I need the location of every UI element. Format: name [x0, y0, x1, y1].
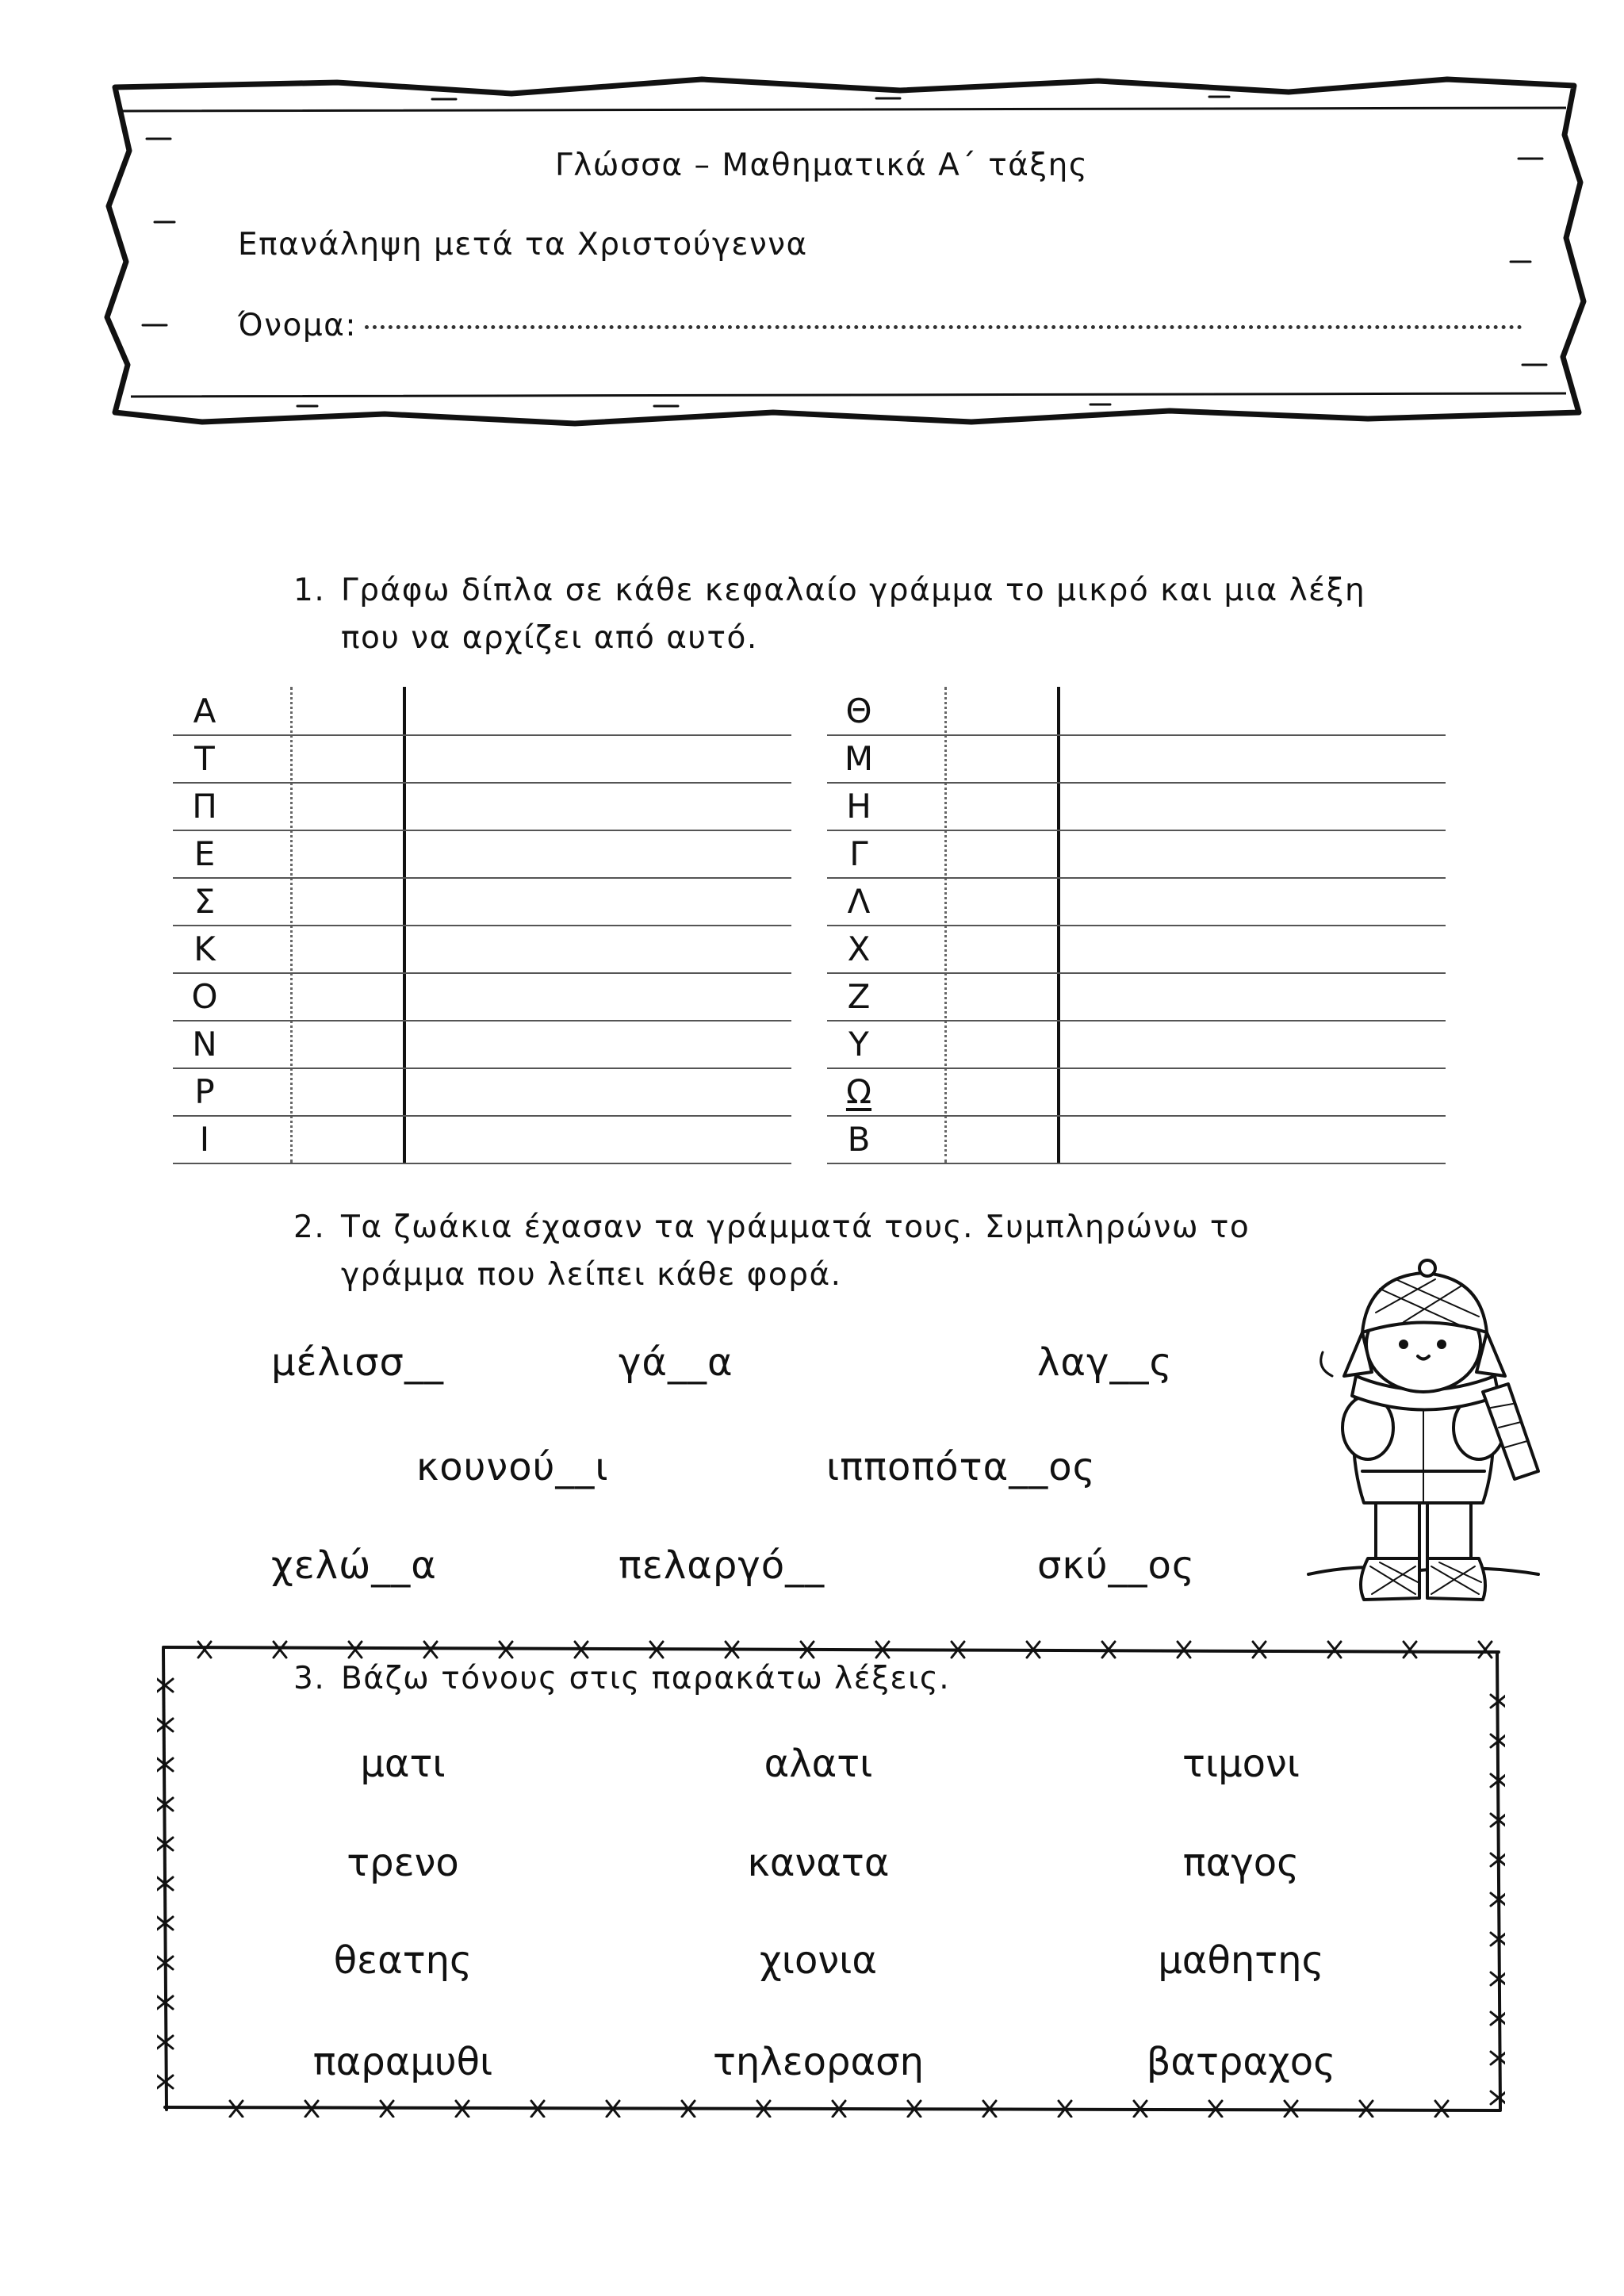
- letter-row[interactable]: [827, 734, 1446, 784]
- letters-table-right: [827, 687, 1446, 1163]
- letter-row[interactable]: [173, 734, 791, 784]
- capital-letter: Τ: [194, 739, 215, 778]
- letter-row[interactable]: [173, 830, 791, 879]
- capital-letter: Π: [192, 787, 217, 826]
- capital-letter: Ν: [192, 1025, 217, 1064]
- letter-row[interactable]: [827, 972, 1446, 1022]
- accent-word[interactable]: παραμυθι: [312, 2040, 493, 2084]
- accent-word[interactable]: κανατα: [747, 1841, 890, 1885]
- letter-row[interactable]: [173, 1068, 791, 1117]
- letter-row[interactable]: [173, 1115, 791, 1164]
- accent-word[interactable]: παγος: [1182, 1841, 1300, 1885]
- fill-word[interactable]: ιπποπότα__ος: [826, 1445, 1096, 1489]
- capital-letter: Ι: [199, 1120, 210, 1159]
- letter-row[interactable]: [173, 877, 791, 926]
- exercise-2-text-line2: γράμμα που λείπει κάθε φορά.: [341, 1257, 842, 1293]
- fill-word[interactable]: κουνού__ι: [416, 1445, 609, 1489]
- fill-word[interactable]: πελαργό__: [619, 1543, 825, 1588]
- capital-letter: Κ: [193, 930, 216, 968]
- exercise-1-text-line2: που να αρχίζει από αυτό.: [341, 620, 758, 656]
- capital-letter: Γ: [849, 834, 868, 873]
- exercise-3-text: Βάζω τόνους στις παρακάτω λέξεις.: [341, 1661, 951, 1696]
- name-label: Όνομα:: [238, 308, 357, 343]
- capital-letter: Ρ: [194, 1072, 215, 1111]
- exercise-1-instructions: [293, 567, 1388, 670]
- capital-letter: Ο: [191, 977, 218, 1016]
- exercise-2-text-line1: Τα ζωάκια έχασαν τα γράμματά τους. Συμπληρώνω το: [341, 1209, 1251, 1245]
- fill-word[interactable]: λαγ__ς: [1037, 1340, 1173, 1385]
- accent-word[interactable]: χιονια: [759, 1938, 878, 1983]
- exercise-3-number: 3.: [293, 1661, 326, 1696]
- accent-word[interactable]: τιμονι: [1182, 1742, 1300, 1786]
- capital-letter: Η: [846, 787, 871, 826]
- letter-row[interactable]: [827, 687, 1446, 736]
- capital-letter: Χ: [847, 930, 871, 968]
- exercise-3-instructions: [293, 1655, 1324, 1711]
- name-input-line[interactable]: [365, 325, 1522, 329]
- worksheet-subtitle: Επανάληψη μετά τα Χριστούγεννα: [238, 227, 808, 263]
- letter-row[interactable]: [827, 925, 1446, 974]
- fill-word[interactable]: γά__α: [619, 1340, 733, 1385]
- capital-letter: Σ: [193, 882, 216, 921]
- accent-word[interactable]: αλατι: [764, 1742, 873, 1786]
- fill-word[interactable]: χελώ__α: [271, 1543, 437, 1588]
- exercise-2-instructions: [293, 1204, 1388, 1307]
- capital-letter: Υ: [848, 1025, 869, 1064]
- capital-letter: Θ: [845, 692, 872, 730]
- capital-letter: Ε: [193, 834, 216, 873]
- capital-letter: Α: [193, 692, 216, 730]
- accent-word[interactable]: ματι: [360, 1742, 446, 1786]
- accent-word[interactable]: βατραχος: [1146, 2040, 1336, 2084]
- letter-row[interactable]: [827, 1068, 1446, 1117]
- fill-word[interactable]: μέλισσ__: [271, 1340, 444, 1385]
- exercise-1-number: 1.: [293, 573, 326, 608]
- letter-row[interactable]: [827, 877, 1446, 926]
- fill-word[interactable]: σκύ__ος: [1037, 1543, 1196, 1588]
- worksheet-title: Γλώσσα – Μαθηματικά Α΄ τάξης: [555, 148, 1089, 183]
- letter-row[interactable]: [173, 972, 791, 1022]
- accent-word[interactable]: τρενο: [347, 1841, 459, 1885]
- capital-letter: Ω: [845, 1072, 872, 1111]
- letter-row[interactable]: [173, 782, 791, 831]
- capital-letter: Μ: [844, 739, 874, 778]
- accent-word[interactable]: τηλεοραση: [713, 2040, 924, 2084]
- letter-row[interactable]: [173, 1020, 791, 1069]
- exercise-2-number: 2.: [293, 1209, 326, 1245]
- letter-row[interactable]: [827, 1020, 1446, 1069]
- letter-row[interactable]: [827, 1115, 1446, 1164]
- accent-word[interactable]: μαθητης: [1158, 1938, 1324, 1983]
- name-line: [238, 308, 1522, 343]
- capital-letter: Β: [847, 1120, 871, 1159]
- letter-row[interactable]: [827, 830, 1446, 879]
- exercise-1-text-line1: Γράφω δίπλα σε κάθε κεφαλαίο γράμμα το μικρό και μια λέξη: [341, 573, 1366, 608]
- letters-table-left: [173, 687, 791, 1163]
- letter-row[interactable]: [173, 925, 791, 974]
- accent-word[interactable]: θεατης: [333, 1938, 473, 1983]
- letter-row[interactable]: [173, 687, 791, 736]
- child-in-winter-clothes-illustration: [1300, 1257, 1554, 1626]
- capital-letter: Ζ: [847, 977, 871, 1016]
- capital-letter: Λ: [847, 882, 871, 921]
- letter-row[interactable]: [827, 782, 1446, 831]
